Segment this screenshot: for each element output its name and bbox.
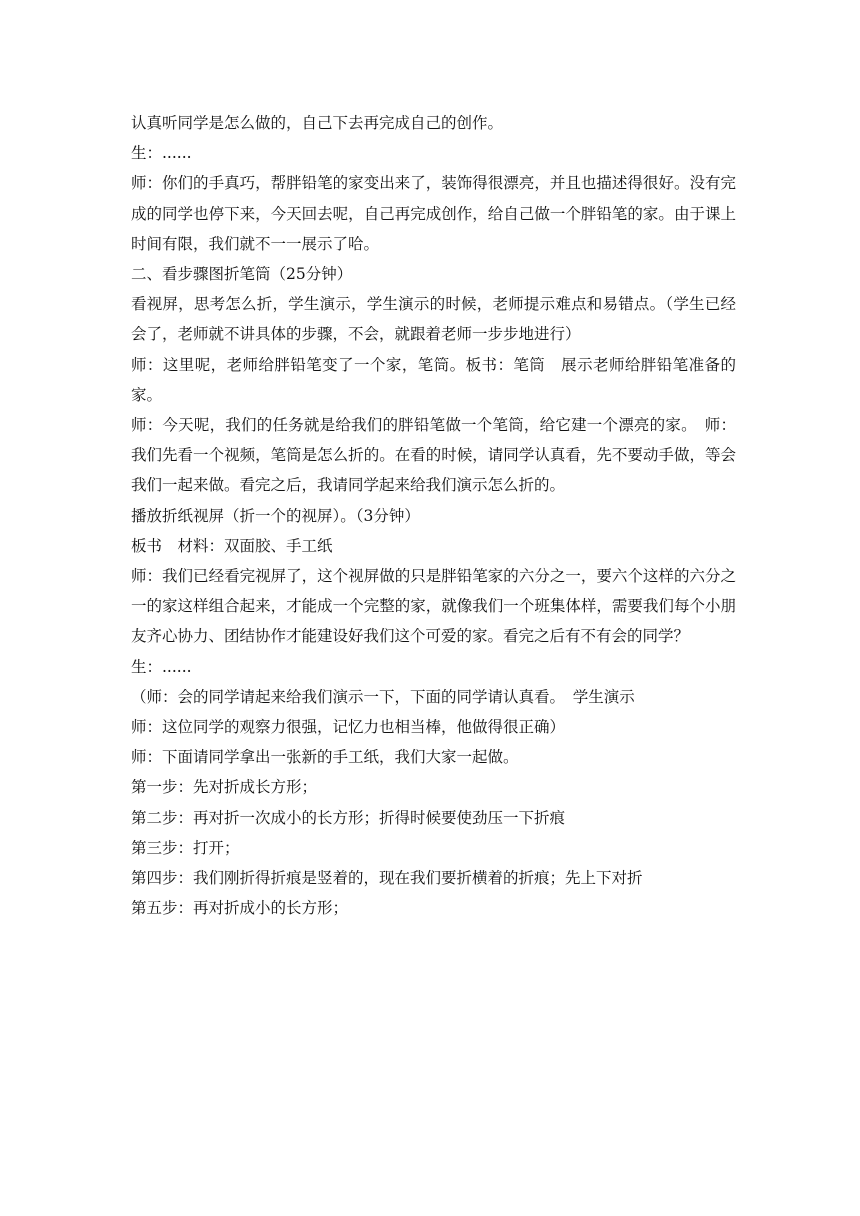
- step-5: 第五步：再对折成小的长方形；: [131, 899, 349, 918]
- paragraph-6: 师：这里呢，老师给胖铅笔变了一个家，笔筒。板书：笔筒 展示老师给胖铅笔准备的家。: [131, 355, 736, 404]
- paragraph-2: 生：......: [131, 144, 192, 163]
- paragraph-11: 生：......: [131, 657, 192, 676]
- document-body: [131, 108, 736, 923]
- paragraph-5: 看视屏，思考怎么折，学生演示，学生演示的时候，老师提示难点和易错点。（学生已经会了，老师就不讲具体的步骤，不会，就跟着老师一步步地进行）: [131, 295, 736, 344]
- paragraph-10: 师：我们已经看完视屏了，这个视屏做的只是胖铅笔家的六分之一，要六个这样的六分之一的家这样组合起来，才能成一个完整的家，就像我们一个班集体样，需要我们每个小朋友齐心协力、团结协作才能建设好我们这个可爱的家。看完之后有不有会的同学？: [131, 567, 736, 646]
- section-heading: 二、看步骤图折笔筒（25分钟）: [131, 265, 353, 284]
- step-4: 第四步：我们刚折得折痕是竖着的，现在我们要折横着的折痕；先上下对折: [131, 869, 643, 888]
- step-2: 第二步：再对折一次成小的长方形；折得时候要使劲压一下折痕: [131, 808, 566, 827]
- paragraph-13: 师：这位同学的观察力很强，记忆力也相当棒，他做得很正确）: [131, 718, 566, 737]
- paragraph-8: 播放折纸视屏（折一个的视屏）。（3分钟）: [131, 506, 420, 525]
- paragraph-12: （师：会的同学请起来给我们演示一下，下面的同学请认真看。 学生演示: [131, 687, 635, 706]
- step-3: 第三步：打开；: [131, 838, 240, 857]
- paragraph-9: 板书 材料：双面胶、手工纸: [131, 536, 333, 555]
- paragraph-14: 师：下面请同学拿出一张新的手工纸，我们大家一起做。: [131, 748, 519, 767]
- paragraph-3: 师：你们的手真巧，帮胖铅笔的家变出来了，装饰得很漂亮，并且也描述得很好。没有完成的同学也停下来，今天回去呢，自己再完成创作，给自己做一个胖铅笔的家。由于课上时间有限，我们就不一一展示了哈。: [131, 174, 736, 253]
- paragraph-7: 师：今天呢，我们的任务就是给我们的胖铅笔做一个笔筒，给它建一个漂亮的家。 师：我们先看一个视频，笔筒是怎么折的。在看的时候，请同学认真看，先不要动手做，等会我们一起来做。看完之后，我请同学起来给我们演示怎么折的。: [131, 416, 736, 495]
- paragraph-1: 认真听同学是怎么做的，自己下去再完成自己的创作。: [131, 114, 504, 132]
- step-1: 第一步：先对折成长方形；: [131, 778, 318, 797]
